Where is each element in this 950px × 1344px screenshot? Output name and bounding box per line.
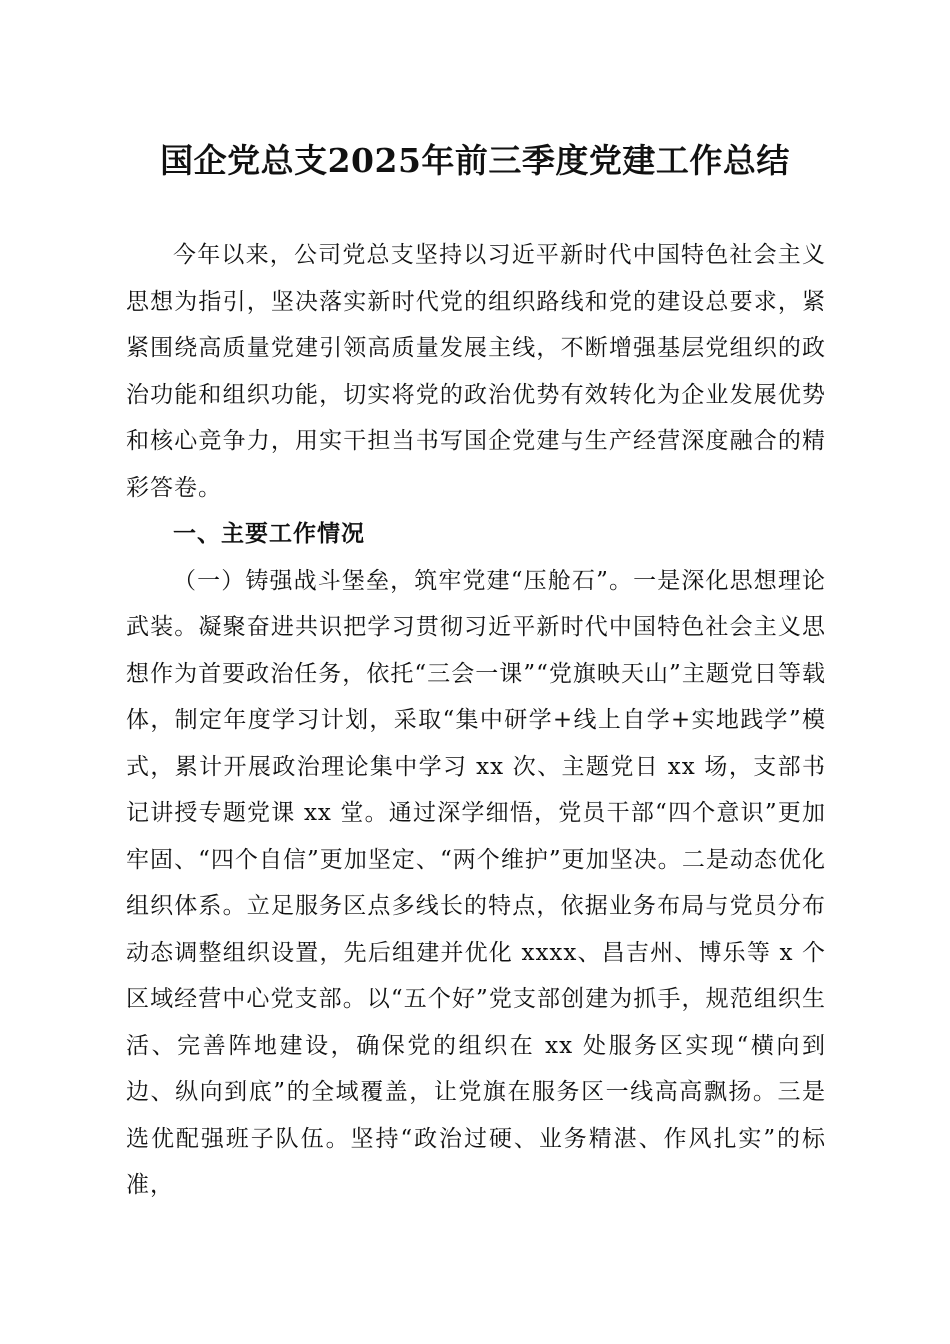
intro-paragraph: 今年以来，公司党总支坚持以习近平新时代中国特色社会主义思想为指引，坚决落实新时代党的组织路线和党的建设总要求，紧紧围绕高质量党建引领高质量发展主线，不断增强基层党组织的政治功能和组织功能，切实将党的政治优势有效转化为企业发展优势和核心竞争力，用实干担当书写国企党建与生产经营深度融合的精彩答卷。 [126, 242, 826, 501]
section-heading: 一、主要工作情况 [173, 521, 365, 547]
section-paragraph [126, 558, 826, 1209]
document-title: 国企党总支2025年前三季度党建工作总结 [160, 141, 790, 180]
document-body [126, 232, 826, 1209]
subsection-title: （一）铸强战斗堡垒，筑牢党建“压舱石”。 [173, 567, 634, 594]
subsection-body: 一是深化思想理论武装。凝聚奋进共识把学习贯彻习近平新时代中国特色社会主义思想作为首要政治任务，依托“三会一课”“党旗映天山”主题党日等载体，制定年度学习计划，采取“集中研学+线上自学+实地践学”模式，累计开展政治理论集中学习 xx 次、主题党日 xx 场，支部书记讲授专题党课 xx 堂。通过深学细悟，党员干部“四个意识”更加牢固、“四个自信”更加坚定、“两个维护”更加坚决。二是动态优化组织体系。立足服务区点多线长的特点，依据业务布局与党员分布动态调整组织设置，先后组建并优化 xxxx、昌吉州、博乐等 x 个区域经营中心党支部。以“五个好”党支部创建为抓手，规范组织生活、完善阵地建设，确保党的组织在 xx 处服务区实现“横向到边、纵向到底”的全域覆盖，让党旗在服务区一线高高飘扬。三是选优配强班子队伍。坚持“政治过硬、业务精湛、作风扎实”的标准， [126, 567, 826, 1198]
